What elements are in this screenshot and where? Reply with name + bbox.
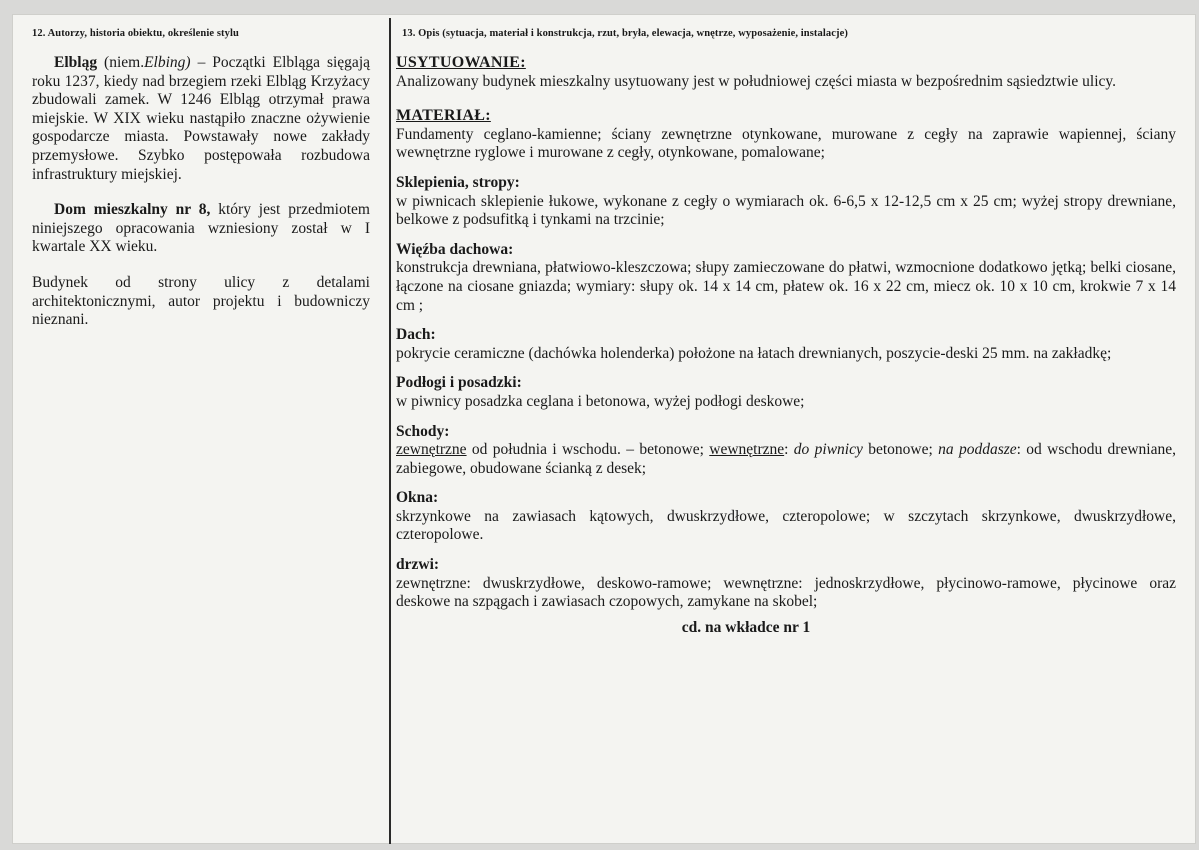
section-wiezba [396,241,1176,315]
section-schody [396,423,1176,479]
stairs-text-4: : od wschodu drewniane, zabiegowe, obudowane ścianką z desek; [396,441,1176,477]
history-text: – Początki Elbląga sięgają roku 1237, kiedy nad brzegiem rzeki Elbląg Krzyżacy zbudowali zamek. W 1246 Elbląg otrzymał prawa miejskie. W XIX wieku nastąpiło znaczne ożywienie gospodarcze miasta. Powstawały nowe zakłady przemysłowe. Szybko postępowała rozbudowa infrastruktury miejskiej. [32,54,371,183]
section-title: Sklepienia, stropy: [396,173,520,191]
section-material [396,107,1176,163]
document-sheet [12,14,1196,844]
stairs-text-3: betonowe; [862,441,939,459]
stairs-text-2: : [784,441,794,459]
section-title: MATERIAŁ: [396,107,491,125]
section-text: pokrycie ceramiczne (dachówka holenderka) położone na łatach drewnianych, poszycie-deski 25 mm. na zakładkę; [396,344,1112,362]
attic-label: na poddasze [938,441,1017,459]
german-name: Elbing) [144,54,191,71]
left-column [32,54,370,347]
section-title: Okna: [396,489,439,507]
section-title: Dach: [396,326,436,344]
right-column [396,54,1176,637]
stairs-text-1: od południa i wschodu. – betonowe; [466,441,710,459]
basement-label: do piwnicy [793,441,863,459]
section-text [396,441,1176,478]
author-paragraph: Budynek od strony ulicy z detalami architektonicznymi, autor projektu i budowniczy nieznani. [32,273,370,329]
section-text: skrzynkowe na zawiasach kątowych, dwuskrzydłowe, czteropolowe; w szczytach skrzynkowe, dwuskrzydłowe, czteropolowe. [396,507,1176,544]
right-column-header: 13. Opis (sytuacja, materiał i konstrukcja, rzut, bryła, elewacja, wnętrze, wyposażenie, instalacje) [402,28,848,39]
section-text: konstrukcja drewniana, płatwiowo-kleszczowa; słupy zamieczowane do płatwi, wzmocnione dodatkowo jętką; belki ciosane, łączone na ciosane gniazda; wymiary: słupy ok. 14 x 14 cm, płatew ok. 16 x 22 cm, miecz ok. 10 x 10 cm, krokwie 7 x 14 cm ; [396,259,1176,314]
section-title: drzwi: [396,556,440,574]
continuation-note: cd. na wkładce nr 1 [681,618,811,636]
section-text: w piwnicach sklepienie łukowe, wykonane z cegły o wymiarach ok. 6-6,5 x 12-12,5 cm x 25 cm; wyżej stropy drewniane, belkowe z podsufitką i tynkami na trzcinie; [396,192,1176,229]
history-paragraph [32,54,370,184]
building-name: Dom mieszkalny nr 8, [54,201,211,219]
building-paragraph [32,201,370,257]
section-dach [396,326,1176,363]
paren-text: (niem. [97,54,145,71]
section-usytuowanie [396,54,1176,91]
exterior-label: zewnętrzne [396,441,467,459]
section-podlogi [396,374,1176,411]
section-sklepienia [396,174,1176,230]
section-title: Schody: [396,422,450,440]
column-divider [389,18,391,844]
section-text: w piwnicy posadzka ceglana i betonowa, wyżej podłogi deskowe; [396,392,805,410]
section-title: USYTUOWANIE: [396,54,526,71]
section-drzwi [396,556,1176,612]
section-text: Analizowany budynek mieszkalny usytuowany jest w południowej części miasta w bezpośrednim sąsiedztwie ulicy. [396,72,1116,90]
section-text: zewnętrzne: dwuskrzydłowe, deskowo-ramowe; wewnętrzne: jednoskrzydłowe, płycinowo-ramowe, płycinowe oraz deskowe na szpągach i zawiasach czopowych, zamykane na skobel; [396,574,1176,611]
section-title: Podłogi i posadzki: [396,374,522,392]
building-text: który jest przedmiotem niniejszego opracowania wzniesiony został w I kwartale XX wieku. [32,201,370,256]
section-text: Fundamenty ceglano-kamienne; ściany zewnętrzne otynkowane, murowane z cegły na zaprawie wapiennej, ściany wewnętrzne ryglowe i murowane z cegły, otynkowane, pomalowane; [396,125,1176,162]
section-okna [396,489,1176,545]
section-title: Więźba dachowa: [396,240,514,258]
interior-label: wewnętrzne [709,441,785,459]
city-name: Elbląg [54,54,98,71]
left-column-header: 12. Autorzy, historia obiektu, określenie stylu [32,28,239,39]
